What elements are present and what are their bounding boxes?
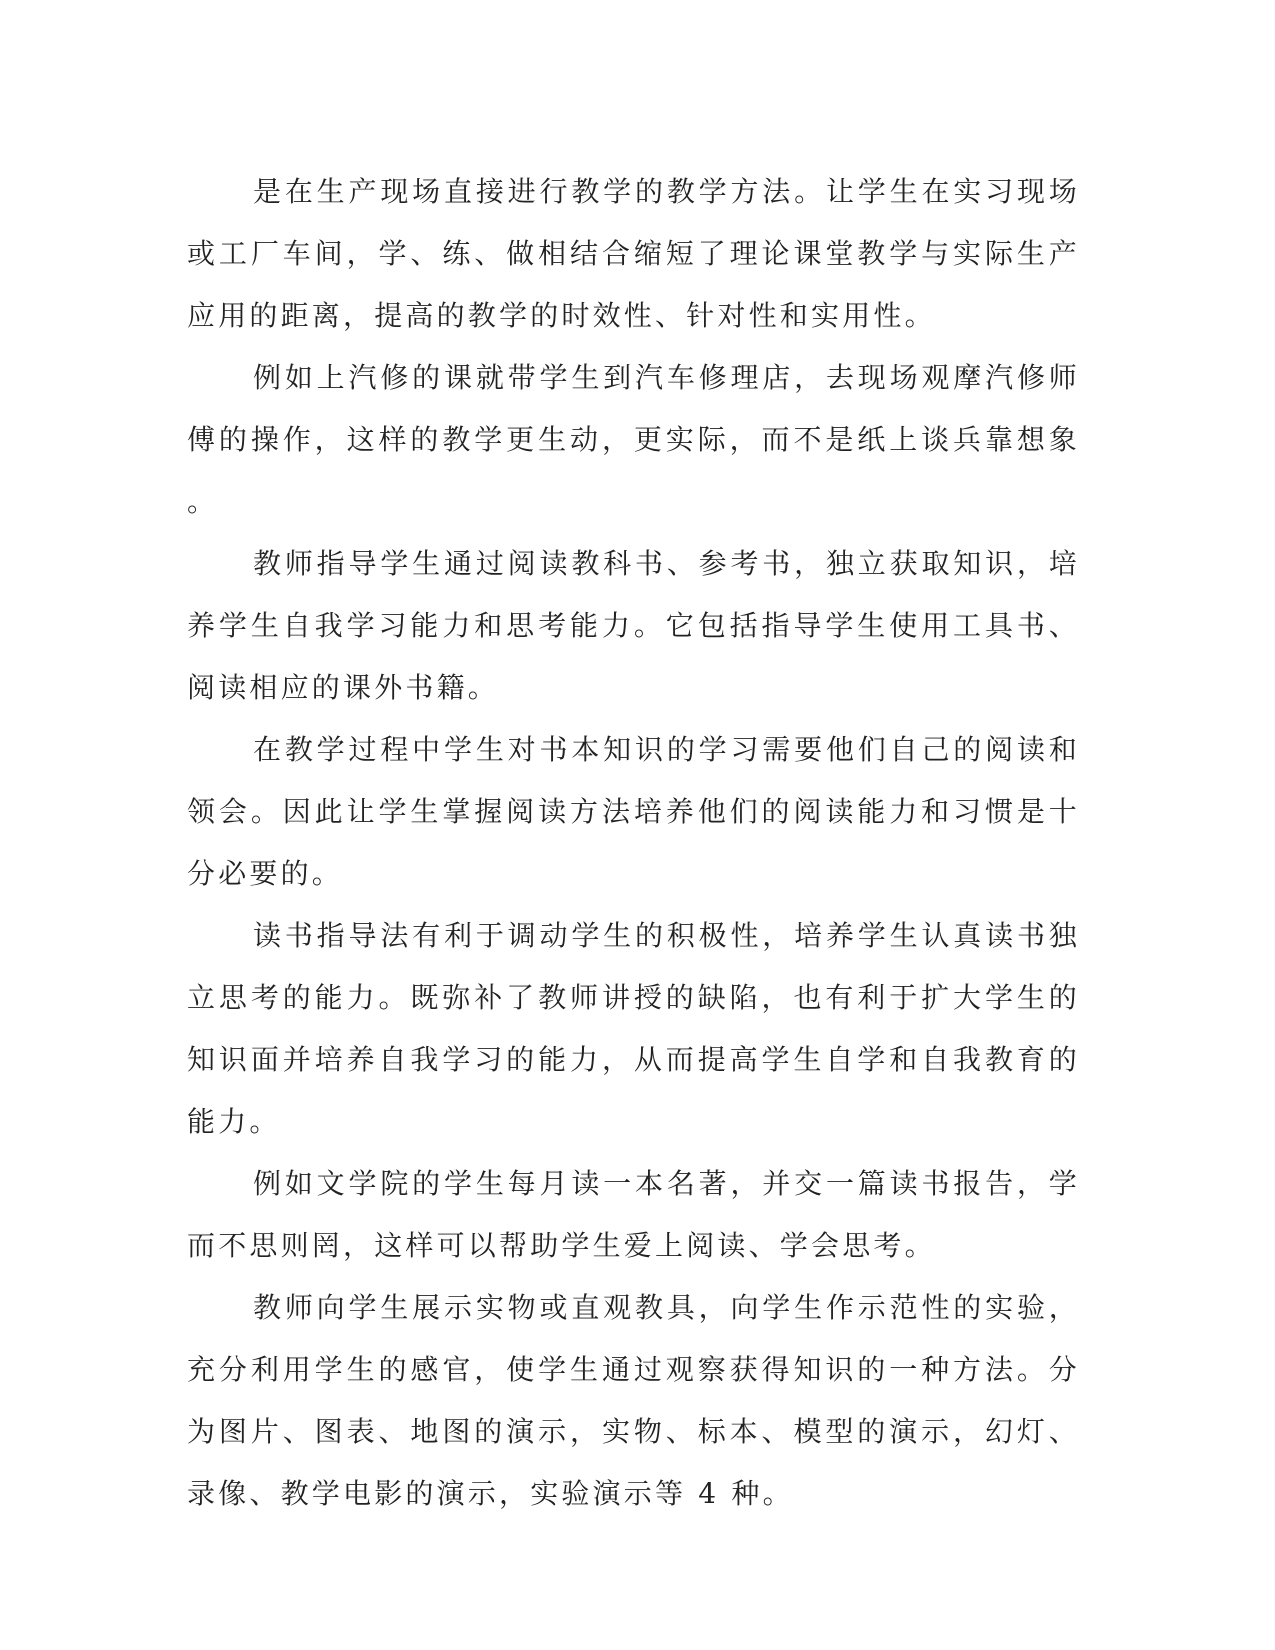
paragraph-reading-guidance: 教师指导学生通过阅读教科书、参考书，独立获取知识，培养学生自我学习能力和思考能力。它包括指导学生使用工具书、阅读相应的课外书籍。 xyxy=(187,547,1080,704)
paragraph-auto-repair-example: 例如上汽修的课就带学生到汽车修理店，去现场观摩汽修师傅的操作，这样的教学更生动，更实际，而不是纸上谈兵靠想象。 xyxy=(187,361,1080,518)
paragraph-literature-example: 例如文学院的学生每月读一本名著，并交一篇读书报告，学而不思则罔，这样可以帮助学生爱上阅读、学会思考。 xyxy=(187,1167,1080,1262)
paragraph-field-teaching: 是在生产现场直接进行教学的教学方法。让学生在实习现场或工厂车间，学、练、做相结合缩短了理论课堂教学与实际生产应用的距离，提高的教学的时效性、针对性和实用性。 xyxy=(187,175,1080,332)
paragraph-reading-methods: 在教学过程中学生对书本知识的学习需要他们自己的阅读和领会。因此让学生掌握阅读方法培养他们的阅读能力和习惯是十分必要的。 xyxy=(187,733,1080,890)
paragraph-reading-benefits: 读书指导法有利于调动学生的积极性，培养学生认真读书独立思考的能力。既弥补了教师讲授的缺陷，也有利于扩大学生的知识面并培养自我学习的能力，从而提高学生自学和自我教育的能力。 xyxy=(187,919,1080,1138)
paragraph-demonstration-method: 教师向学生展示实物或直观教具，向学生作示范性的实验，充分利用学生的感官，使学生通过观察获得知识的一种方法。分为图片、图表、地图的演示，实物、标本、模型的演示，幻灯、录像、教学电影的演示，实验演示等 4 种。 xyxy=(187,1291,1080,1510)
document-body xyxy=(187,161,1080,1525)
